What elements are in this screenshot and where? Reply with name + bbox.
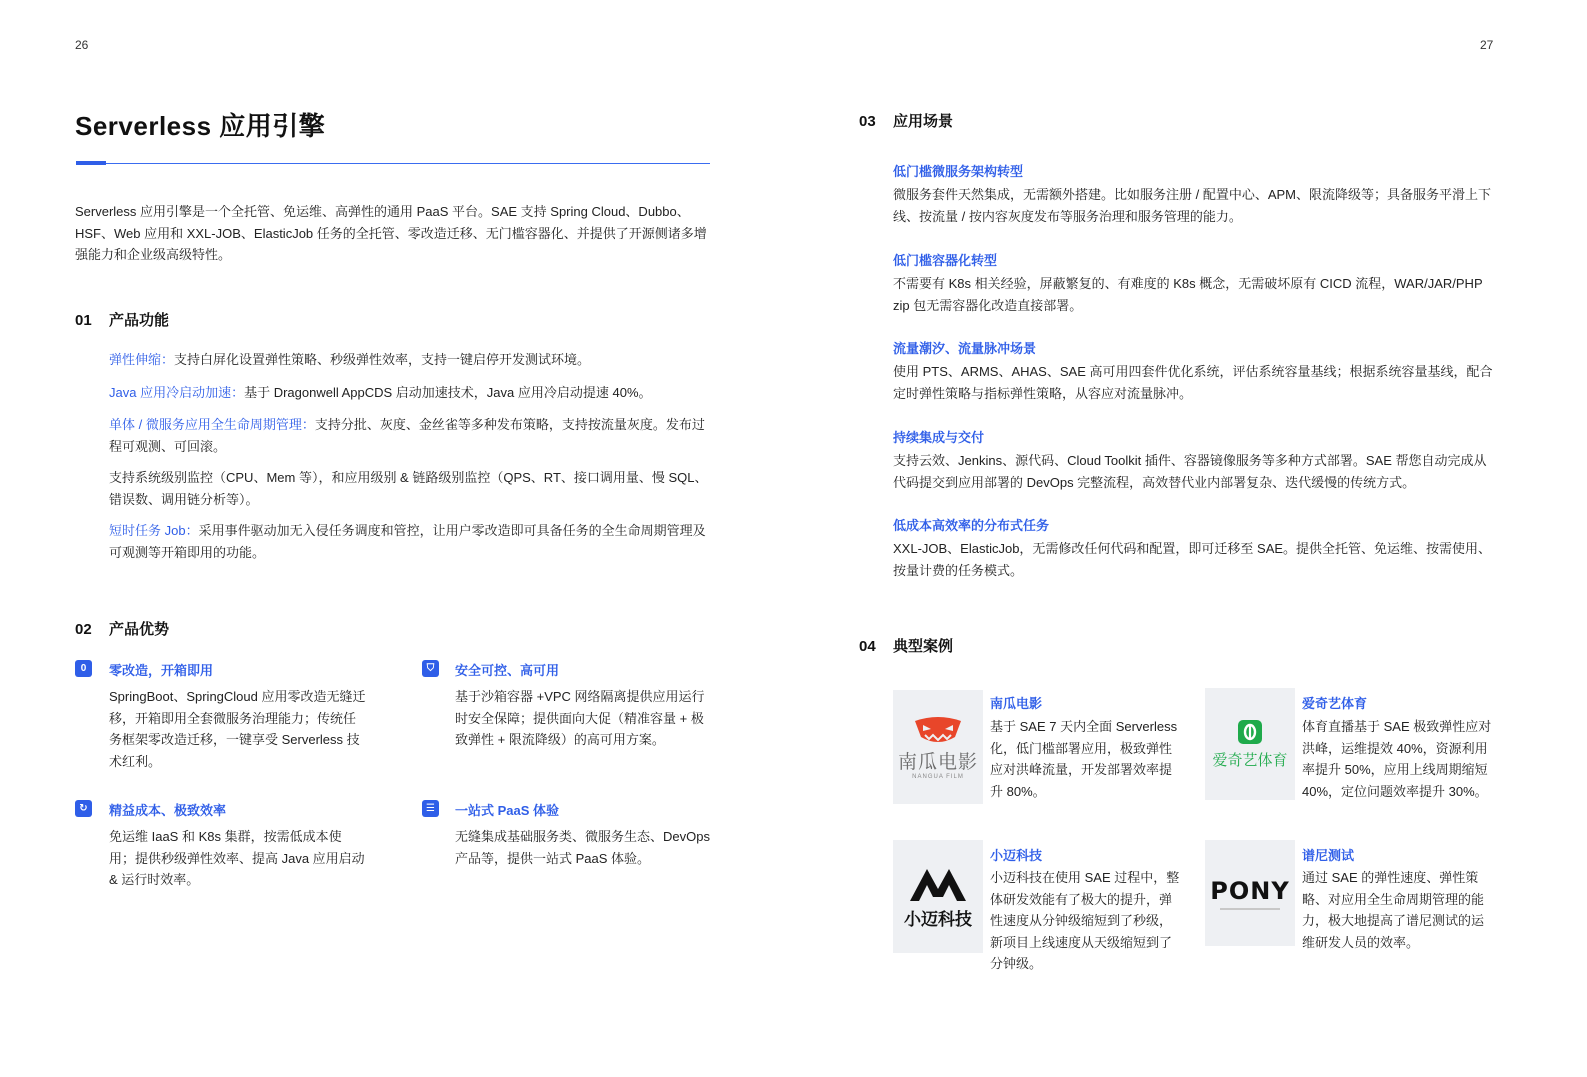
scenario-text: 支持云效、Jenkins、源代码、Cloud Toolkit 插件、容器镜像服务等多种方式部署。SAE 帮您自动完成从代码提交到应用部署的 DevOps 完整流程，高效替代业内部署复杂、迭代缓慢的传统方式。 [893,453,1487,490]
feature-item [109,467,711,510]
logo-underline [1220,908,1280,910]
logo-wordmark: PONY [1210,876,1290,905]
case-text: 基于 SAE 7 天内全面 Serverless 化，低门槛部署应用，极致弹性应对洪峰流量，开发部署效率提升 80%。 [990,719,1178,799]
intro-paragraph: Serverless 应用引擎是一个全托管、免运维、高弹性的通用 PaaS 平台。SAE 支持 Spring Cloud、Dubbo、HSF、Web 应用和 XXL-JOB、ElasticJob 任务的全托管、零改造迁移、无门槛容器化、并提供了开源侧诸多增强能力和企业级高级特性。 [75,204,707,262]
iqiyi-sports-logo [1205,688,1295,800]
logo-subtext: NANGUA FILM [912,773,964,780]
nangua-film-logo [893,690,983,804]
section-heading-advantages [75,618,169,639]
shield-icon: ⛉ [422,660,439,677]
logo-wordmark: 爱奇艺体育 [1212,751,1288,769]
page-title: Serverless 应用引擎 [75,111,326,141]
section-heading-cases [859,635,953,656]
logo-wordmark: 小迈科技 [904,910,972,929]
advantage-title: 一站式 PaaS 体验 [455,803,560,818]
xiaomai-mountain-icon [907,863,969,903]
feature-item [109,382,711,404]
feature-text: 支持分批、灰度、金丝雀等多种发布策略，支持按流量灰度。发布过程可观测、可回滚。 [109,417,705,454]
feature-item [109,414,711,457]
section-title: 产品优势 [109,621,170,638]
section-heading-scenarios [859,110,953,131]
feature-label: 弹性伸缩： [109,352,175,367]
section-number: 03 [859,113,876,130]
scenario-text: 微服务套件天然集成，无需额外搭建。比如服务注册 / 配置中心、APM、限流降级等；具备服务平滑上下线、按流量 / 按内容灰度发布等服务治理和服务管理的能力。 [893,187,1492,224]
feature-label: 单体 / 微服务应用全生命周期管理： [109,417,315,432]
feature-item [109,349,711,371]
logo-wordmark: 南瓜电影 [897,751,978,773]
pony-testing-logo [1205,840,1295,946]
case-name: 谱尼测试 [1302,848,1355,863]
scenario-title: 低成本高效率的分布式任务 [893,518,1050,533]
advantage-text: 免运维 IaaS 和 K8s 集群，按需低成本使用；提供秒级弹性效率、提高 Java 应用启动 & 运行时效率。 [109,829,365,887]
scenario-title: 持续集成与交付 [893,430,985,445]
iqiyi-sports-icon [1237,719,1263,745]
section-title: 产品功能 [109,312,170,329]
feature-text: 采用事件驱动加无入侵任务调度和管控，让用户零改造即可具备任务的全生命周期管理及可观测等开箱即用的功能。 [109,523,706,560]
feature-text: 支持白屏化设置弹性策略、秒级弹性效率，支持一键启停开发测试环境。 [174,352,591,367]
xiaomai-tech-logo [893,840,983,953]
case-text: 通过 SAE 的弹性速度、弹性策略、对应用全生命周期管理的能力，极大地提高了谱尼测试的运维研发人员的效率。 [1302,870,1485,950]
scenario-text: XXL-JOB、ElasticJob，无需修改任何代码和配置，即可迁移至 SAE。提供全托管、免运维、按需使用、按量计费的任务模式。 [893,541,1492,578]
section-title: 应用场景 [893,113,954,130]
section-number: 02 [75,621,92,638]
feature-item [109,520,711,563]
feature-text: 支持系统级别监控（CPU、Mem 等），和应用级别 & 链路级别监控（QPS、RT、接口调用量、慢 SQL、错误数、调用链分析等）。 [109,470,708,507]
advantage-title: 精益成本、极致效率 [109,803,227,818]
feature-label: 短时任务 Job： [109,523,199,538]
advantage-title: 零改造，开箱即用 [109,663,214,678]
page-number-left: 26 [75,38,89,52]
case-text: 小迈科技在使用 SAE 过程中，整体研发效能有了极大的提升，弹性速度从分钟级缩短到了秒级，新项目上线速度从天级缩短到了分钟级。 [990,870,1180,971]
case-name: 南瓜电影 [990,696,1043,711]
scenario-text: 不需要有 K8s 相关经验，屏蔽繁复的、有难度的 K8s 概念，无需破坏原有 CICD 流程，WAR/JAR/PHP zip 包无需容器化改造直接部署。 [893,276,1483,313]
case-text: 体育直播基于 SAE 极致弹性应对洪峰，运维提效 40%，资源利用率提升 50%，应用上线周期缩短 40%，定位问题效率提升 30%。 [1302,719,1492,799]
section-title: 典型案例 [893,638,954,655]
title-divider [76,163,710,164]
page-number-right: 27 [1480,38,1494,52]
scenario-title: 低门槛微服务架构转型 [893,164,1024,179]
section-heading-features [75,309,169,330]
scenario-title: 低门槛容器化转型 [893,253,998,268]
efficiency-icon: ↻ [75,800,92,817]
advantage-text: 无缝集成基础服务类、微服务生态、DevOps 产品等，提供一站式 PaaS 体验。 [455,829,710,866]
feature-label: Java 应用冷启动加速： [109,385,245,400]
scenario-title: 流量潮汐、流量脉冲场景 [893,341,1037,356]
advantage-text: 基于沙箱容器 +VPC 网络隔离提供应用运行时安全保障；提供面向大促（精准容量 + 极致弹性 + 限流降级）的高可用方案。 [455,689,705,747]
pumpkin-face-icon [911,715,965,745]
section-number: 04 [859,638,876,655]
feature-text: 基于 Dragonwell AppCDS 启动加速技术，Java 应用冷启动提速 40%。 [244,385,652,400]
case-name: 小迈科技 [990,848,1043,863]
case-name: 爱奇艺体育 [1302,696,1368,711]
zero-icon: 0 [75,660,92,677]
section-number: 01 [75,312,92,329]
scenario-text: 使用 PTS、ARMS、AHAS、SAE 高可用四套件优化系统，评估系统容量基线；根据系统容量基线，配合定时弹性策略与指标弹性策略，从容应对流量脉冲。 [893,364,1493,401]
advantage-title: 安全可控、高可用 [455,663,560,678]
advantage-text: SpringBoot、SpringCloud 应用零改造无缝迁移，开箱即用全套微服务治理能力；传统任务框架零改造迁移，一键享受 Serverless 技术红利。 [109,689,366,769]
title-divider-accent [76,161,106,165]
paas-icon: ☰ [422,800,439,817]
